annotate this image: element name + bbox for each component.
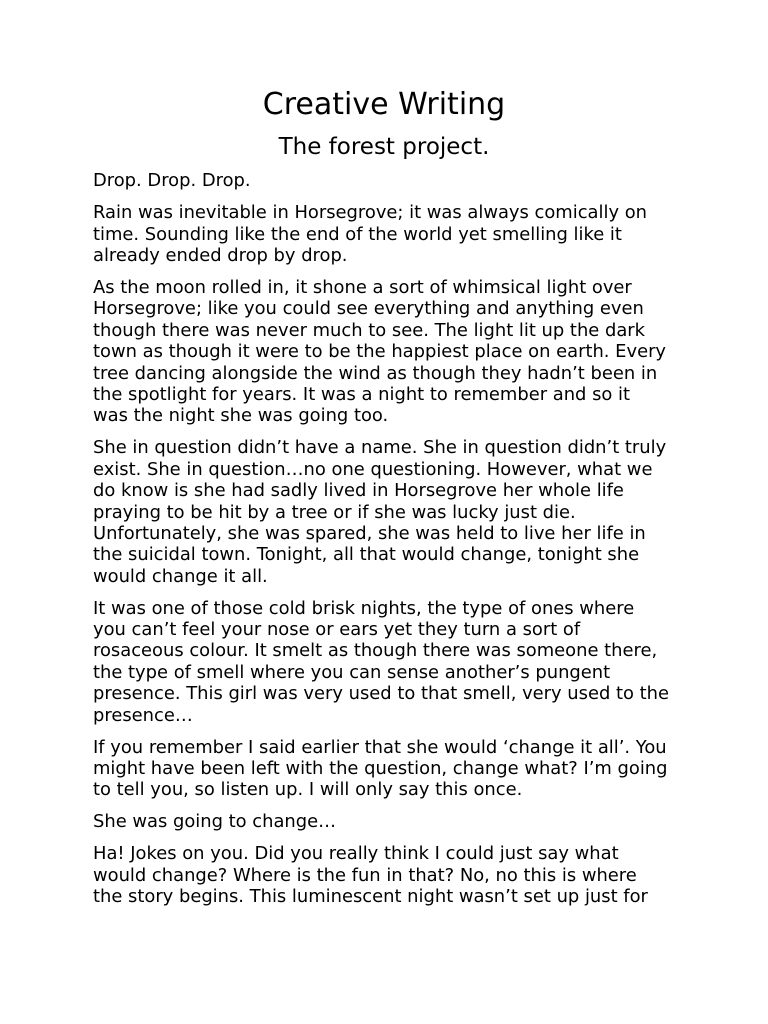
text-line: the story begins. This luminescent night wasn’t set up just for xyxy=(93,886,648,908)
paragraph xyxy=(93,170,733,191)
text-line: It was one of those cold brisk nights, the type of ones where xyxy=(93,597,635,619)
text-line: do know is she had sadly lived in Horsegrove her whole life xyxy=(93,480,624,502)
paragraph xyxy=(93,843,733,907)
document-title: Creative Writing xyxy=(262,87,506,122)
text-line: Drop. Drop. Drop. xyxy=(93,170,251,192)
paragraph xyxy=(93,811,733,832)
text-line: Horsegrove; like you could see everything and anything even xyxy=(93,298,644,320)
text-line: She in question didn’t have a name. She in question didn’t truly xyxy=(93,437,667,459)
text-line: might have been left with the question, change what? I’m going xyxy=(93,758,668,780)
text-line: to tell you, so listen up. I will only say this once. xyxy=(93,779,523,801)
text-line: the type of smell where you can sense another’s pungent xyxy=(93,661,611,683)
paragraph xyxy=(93,277,733,427)
text-line: the spotlight for years. It was a night to remember and so it xyxy=(93,384,631,405)
document-body xyxy=(93,170,733,918)
text-line: As the moon rolled in, it shone a sort of whimsical light over xyxy=(93,277,632,299)
document-subtitle: The forest project. xyxy=(278,134,490,160)
text-line: though there was never much to see. The light lit up the dark xyxy=(93,319,646,341)
text-line: tree dancing alongside the wind as though they hadn’t been in xyxy=(93,362,658,384)
text-line: you can’t feel your nose or ears yet they turn a sort of xyxy=(93,619,581,641)
text-line: Rain was inevitable in Horsegrove; it was always comically on xyxy=(93,202,648,224)
text-line: Unfortunately, she was spared, she was held to live her life in xyxy=(93,522,646,544)
text-line: rosaceous colour. It smelt as though there was someone there, xyxy=(93,640,658,662)
paragraph xyxy=(93,202,733,266)
paragraph xyxy=(93,737,733,801)
paragraph xyxy=(93,598,733,726)
text-line: would change? Where is the fun in that? No, no this is where xyxy=(93,864,637,886)
text-line: the suicidal town. Tonight, all that would change, tonight she xyxy=(93,544,640,566)
text-line: presence… xyxy=(93,704,193,726)
text-line: She was going to change… xyxy=(93,811,337,833)
text-line: was the night she was going too. xyxy=(93,405,389,427)
text-line: exist. She in question…no one questioning. However, what we xyxy=(93,458,653,480)
paragraph xyxy=(93,437,733,587)
text-line: Ha! Jokes on you. Did you really think I could just say what xyxy=(93,843,619,865)
text-line: already ended drop by drop. xyxy=(93,245,348,267)
text-line: time. Sounding like the end of the world yet smelling like it xyxy=(93,223,622,245)
text-line: town as though it were to be the happiest place on earth. Every xyxy=(93,341,667,363)
text-line: praying to be hit by a tree or if she was lucky just die. xyxy=(93,501,576,523)
text-line: presence. This girl was very used to that smell, very used to the xyxy=(93,683,670,705)
text-line: would change it all. xyxy=(93,565,268,587)
text-line: If you remember I said earlier that she would ‘change it all’. You xyxy=(93,736,667,758)
